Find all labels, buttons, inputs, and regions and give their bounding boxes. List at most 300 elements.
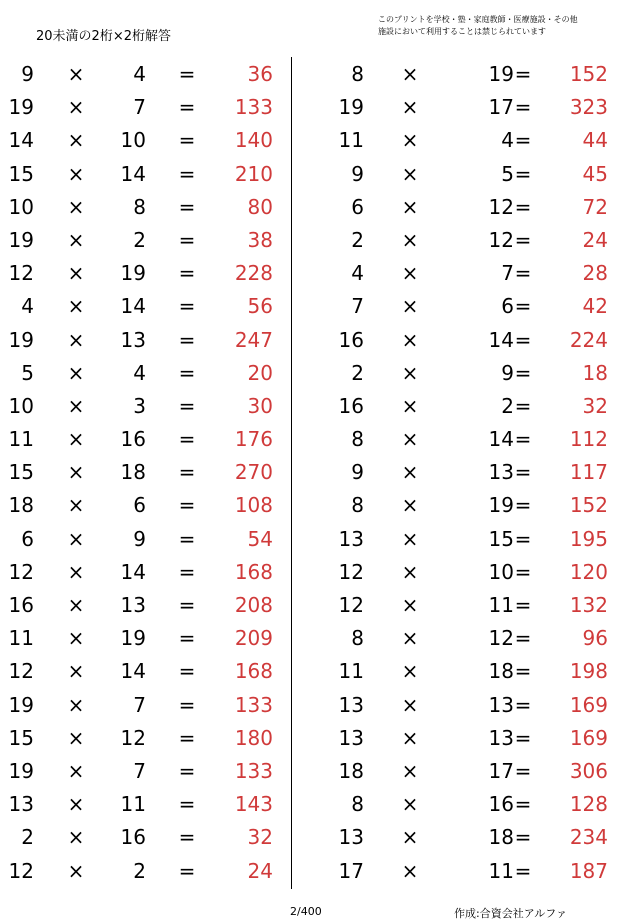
multiply-sign: × bbox=[401, 95, 419, 120]
answer: 108 bbox=[234, 493, 273, 518]
operand-b: 19 bbox=[120, 626, 146, 651]
problem-row bbox=[330, 223, 630, 256]
problem-row bbox=[0, 123, 300, 156]
problem-row bbox=[330, 621, 630, 654]
problem-row bbox=[0, 223, 300, 256]
operand-a: 11 bbox=[8, 626, 34, 651]
equals-sign: = bbox=[514, 427, 532, 452]
multiply-sign: × bbox=[67, 261, 85, 286]
operand-b: 18 bbox=[488, 659, 514, 684]
equals-sign: = bbox=[178, 227, 196, 252]
operand-a: 8 bbox=[351, 493, 364, 518]
answer: 169 bbox=[569, 692, 608, 717]
equals-sign: = bbox=[178, 261, 196, 286]
equals-sign: = bbox=[514, 128, 532, 153]
problem-row bbox=[0, 488, 300, 521]
operand-b: 14 bbox=[120, 161, 146, 186]
answer: 28 bbox=[582, 261, 608, 286]
operand-a: 18 bbox=[338, 758, 364, 783]
operand-b: 14 bbox=[488, 327, 514, 352]
operand-b: 6 bbox=[501, 294, 514, 319]
answer: 45 bbox=[582, 161, 608, 186]
equals-sign: = bbox=[178, 161, 196, 186]
operand-a: 6 bbox=[351, 194, 364, 219]
answer: 56 bbox=[247, 294, 273, 319]
problem-row bbox=[0, 688, 300, 721]
operand-b: 12 bbox=[488, 626, 514, 651]
operand-a: 12 bbox=[338, 559, 364, 584]
answer: 208 bbox=[234, 593, 273, 617]
equals-sign: = bbox=[178, 825, 196, 850]
problem-row bbox=[330, 488, 630, 521]
operand-a: 19 bbox=[8, 227, 34, 252]
problem-row bbox=[330, 820, 630, 853]
operand-b: 2 bbox=[133, 858, 146, 883]
problem-row bbox=[0, 854, 300, 887]
problem-row bbox=[0, 289, 300, 322]
operand-b: 18 bbox=[488, 825, 514, 850]
answer: 140 bbox=[234, 128, 273, 153]
operand-a: 8 bbox=[351, 792, 364, 817]
usage-notice-line-1: このプリントを学校・塾・家庭教師・医療施設・その他 bbox=[378, 15, 578, 24]
equals-sign: = bbox=[514, 261, 532, 286]
problem-row bbox=[0, 787, 300, 820]
answer: 128 bbox=[569, 792, 608, 817]
answer: 18 bbox=[582, 360, 608, 385]
operand-a: 12 bbox=[8, 659, 34, 684]
operand-a: 15 bbox=[8, 725, 34, 750]
operand-b: 18 bbox=[120, 460, 146, 485]
operand-a: 4 bbox=[21, 294, 34, 319]
multiply-sign: × bbox=[401, 758, 419, 783]
column-divider bbox=[291, 57, 292, 889]
operand-b: 7 bbox=[133, 95, 146, 120]
operand-a: 2 bbox=[21, 825, 34, 850]
equals-sign: = bbox=[514, 227, 532, 252]
answer: 80 bbox=[247, 194, 273, 219]
operand-b: 11 bbox=[488, 593, 514, 617]
operand-b: 13 bbox=[488, 725, 514, 750]
operand-b: 10 bbox=[488, 559, 514, 584]
multiply-sign: × bbox=[401, 659, 419, 684]
equals-sign: = bbox=[514, 360, 532, 385]
multiply-sign: × bbox=[67, 858, 85, 883]
equals-sign: = bbox=[178, 62, 196, 86]
operand-b: 16 bbox=[120, 427, 146, 452]
equals-sign: = bbox=[178, 194, 196, 219]
multiply-sign: × bbox=[67, 128, 85, 153]
right-problem-column bbox=[330, 57, 630, 887]
problem-row bbox=[0, 356, 300, 389]
multiply-sign: × bbox=[401, 427, 419, 452]
operand-b: 13 bbox=[120, 593, 146, 617]
equals-sign: = bbox=[514, 758, 532, 783]
equals-sign: = bbox=[178, 327, 196, 352]
answer: 133 bbox=[234, 758, 273, 783]
multiply-sign: × bbox=[401, 593, 419, 617]
operand-b: 7 bbox=[133, 758, 146, 783]
operand-a: 10 bbox=[8, 393, 34, 418]
left-problem-column bbox=[0, 57, 300, 887]
operand-a: 13 bbox=[338, 825, 364, 850]
operand-a: 16 bbox=[338, 393, 364, 418]
problem-row bbox=[330, 754, 630, 787]
equals-sign: = bbox=[514, 161, 532, 186]
equals-sign: = bbox=[514, 559, 532, 584]
equals-sign: = bbox=[514, 62, 532, 86]
answer: 54 bbox=[247, 526, 273, 551]
problem-row bbox=[330, 654, 630, 687]
operand-b: 12 bbox=[488, 194, 514, 219]
operand-b: 11 bbox=[120, 792, 146, 817]
multiply-sign: × bbox=[401, 261, 419, 286]
operand-b: 9 bbox=[133, 526, 146, 551]
operand-a: 8 bbox=[351, 626, 364, 651]
multiply-sign: × bbox=[401, 227, 419, 252]
operand-b: 16 bbox=[120, 825, 146, 850]
operand-b: 6 bbox=[133, 493, 146, 518]
problem-row bbox=[0, 654, 300, 687]
equals-sign: = bbox=[178, 692, 196, 717]
answer: 24 bbox=[247, 858, 273, 883]
problem-row bbox=[0, 389, 300, 422]
multiply-sign: × bbox=[67, 725, 85, 750]
problem-row bbox=[330, 721, 630, 754]
answer: 234 bbox=[569, 825, 608, 850]
answer: 224 bbox=[569, 327, 608, 352]
problem-row bbox=[0, 422, 300, 455]
multiply-sign: × bbox=[67, 294, 85, 319]
multiply-sign: × bbox=[67, 95, 85, 120]
operand-a: 17 bbox=[338, 858, 364, 883]
problem-row bbox=[330, 389, 630, 422]
problem-row bbox=[0, 323, 300, 356]
operand-a: 12 bbox=[8, 559, 34, 584]
operand-a: 19 bbox=[8, 692, 34, 717]
problem-row bbox=[330, 588, 630, 621]
author-credit: 作成:合資会社アルファ bbox=[454, 907, 568, 920]
operand-b: 11 bbox=[488, 858, 514, 883]
answer: 195 bbox=[569, 526, 608, 551]
problem-row bbox=[0, 588, 300, 621]
problem-row bbox=[0, 455, 300, 488]
equals-sign: = bbox=[514, 825, 532, 850]
operand-a: 15 bbox=[8, 161, 34, 186]
operand-a: 13 bbox=[338, 692, 364, 717]
operand-a: 2 bbox=[351, 227, 364, 252]
multiply-sign: × bbox=[401, 360, 419, 385]
equals-sign: = bbox=[178, 758, 196, 783]
operand-a: 19 bbox=[8, 95, 34, 120]
equals-sign: = bbox=[514, 659, 532, 684]
problem-row bbox=[330, 688, 630, 721]
answer: 198 bbox=[569, 659, 608, 684]
problem-row bbox=[0, 721, 300, 754]
operand-b: 4 bbox=[501, 128, 514, 153]
answer: 24 bbox=[582, 227, 608, 252]
answer: 32 bbox=[247, 825, 273, 850]
problem-row bbox=[0, 90, 300, 123]
multiply-sign: × bbox=[67, 327, 85, 352]
problem-row bbox=[0, 157, 300, 190]
multiply-sign: × bbox=[401, 161, 419, 186]
operand-b: 4 bbox=[133, 62, 146, 86]
operand-b: 13 bbox=[488, 692, 514, 717]
problem-row bbox=[330, 787, 630, 820]
problem-row bbox=[330, 854, 630, 887]
equals-sign: = bbox=[178, 460, 196, 485]
equals-sign: = bbox=[514, 493, 532, 518]
answer: 152 bbox=[569, 493, 608, 518]
page-number: 2/400 bbox=[290, 905, 322, 918]
answer: 72 bbox=[582, 194, 608, 219]
operand-a: 13 bbox=[338, 526, 364, 551]
problem-row bbox=[330, 555, 630, 588]
operand-b: 4 bbox=[133, 360, 146, 385]
equals-sign: = bbox=[178, 725, 196, 750]
equals-sign: = bbox=[178, 393, 196, 418]
problem-row bbox=[0, 190, 300, 223]
answer: 210 bbox=[234, 161, 273, 186]
answer: 42 bbox=[582, 294, 608, 319]
multiply-sign: × bbox=[67, 559, 85, 584]
operand-b: 14 bbox=[120, 659, 146, 684]
multiply-sign: × bbox=[401, 526, 419, 551]
equals-sign: = bbox=[178, 659, 196, 684]
multiply-sign: × bbox=[67, 758, 85, 783]
problem-row bbox=[330, 522, 630, 555]
operand-a: 9 bbox=[21, 62, 34, 86]
equals-sign: = bbox=[178, 626, 196, 651]
multiply-sign: × bbox=[401, 626, 419, 651]
operand-b: 12 bbox=[488, 227, 514, 252]
equals-sign: = bbox=[514, 194, 532, 219]
operand-a: 8 bbox=[351, 62, 364, 86]
operand-b: 10 bbox=[120, 128, 146, 153]
operand-a: 11 bbox=[338, 659, 364, 684]
equals-sign: = bbox=[514, 792, 532, 817]
answer: 306 bbox=[569, 758, 608, 783]
operand-a: 12 bbox=[8, 261, 34, 286]
operand-a: 13 bbox=[338, 725, 364, 750]
operand-a: 10 bbox=[8, 194, 34, 219]
equals-sign: = bbox=[178, 792, 196, 817]
operand-a: 13 bbox=[8, 792, 34, 817]
multiply-sign: × bbox=[67, 460, 85, 485]
operand-b: 19 bbox=[488, 62, 514, 86]
multiply-sign: × bbox=[67, 493, 85, 518]
multiply-sign: × bbox=[67, 626, 85, 651]
multiply-sign: × bbox=[401, 725, 419, 750]
multiply-sign: × bbox=[67, 825, 85, 850]
operand-a: 4 bbox=[351, 261, 364, 286]
multiply-sign: × bbox=[401, 393, 419, 418]
operand-b: 19 bbox=[120, 261, 146, 286]
operand-b: 7 bbox=[133, 692, 146, 717]
operand-b: 16 bbox=[488, 792, 514, 817]
operand-b: 12 bbox=[120, 725, 146, 750]
problem-row bbox=[330, 455, 630, 488]
problem-row bbox=[330, 123, 630, 156]
operand-a: 2 bbox=[351, 360, 364, 385]
answer: 247 bbox=[234, 327, 273, 352]
answer: 323 bbox=[569, 95, 608, 120]
answer: 152 bbox=[569, 62, 608, 86]
multiply-sign: × bbox=[401, 128, 419, 153]
operand-a: 19 bbox=[8, 758, 34, 783]
equals-sign: = bbox=[178, 526, 196, 551]
multiply-sign: × bbox=[401, 825, 419, 850]
equals-sign: = bbox=[514, 626, 532, 651]
problem-row bbox=[330, 422, 630, 455]
operand-a: 19 bbox=[8, 327, 34, 352]
operand-a: 9 bbox=[351, 460, 364, 485]
problem-row bbox=[0, 754, 300, 787]
answer: 38 bbox=[247, 227, 273, 252]
answer: 133 bbox=[234, 692, 273, 717]
problem-row bbox=[0, 820, 300, 853]
answer: 168 bbox=[234, 659, 273, 684]
operand-b: 15 bbox=[488, 526, 514, 551]
operand-a: 12 bbox=[8, 858, 34, 883]
problem-row bbox=[330, 57, 630, 90]
operand-a: 5 bbox=[21, 360, 34, 385]
equals-sign: = bbox=[178, 559, 196, 584]
operand-b: 8 bbox=[133, 194, 146, 219]
operand-a: 7 bbox=[351, 294, 364, 319]
operand-a: 11 bbox=[338, 128, 364, 153]
multiply-sign: × bbox=[67, 792, 85, 817]
operand-b: 7 bbox=[501, 261, 514, 286]
answer: 169 bbox=[569, 725, 608, 750]
operand-b: 2 bbox=[501, 393, 514, 418]
answer: 117 bbox=[569, 460, 608, 485]
multiply-sign: × bbox=[401, 559, 419, 584]
operand-a: 12 bbox=[338, 593, 364, 617]
equals-sign: = bbox=[178, 360, 196, 385]
operand-b: 14 bbox=[120, 559, 146, 584]
operand-b: 14 bbox=[120, 294, 146, 319]
problem-row bbox=[0, 621, 300, 654]
equals-sign: = bbox=[178, 858, 196, 883]
operand-a: 6 bbox=[21, 526, 34, 551]
operand-b: 19 bbox=[488, 493, 514, 518]
page-title: 20未満の2桁×2桁解答 bbox=[36, 29, 171, 44]
answer: 270 bbox=[234, 460, 273, 485]
multiply-sign: × bbox=[67, 692, 85, 717]
multiply-sign: × bbox=[401, 62, 419, 86]
operand-b: 13 bbox=[488, 460, 514, 485]
operand-b: 3 bbox=[133, 393, 146, 418]
problem-row bbox=[330, 356, 630, 389]
equals-sign: = bbox=[514, 725, 532, 750]
operand-a: 16 bbox=[8, 593, 34, 617]
multiply-sign: × bbox=[67, 427, 85, 452]
equals-sign: = bbox=[514, 327, 532, 352]
multiply-sign: × bbox=[401, 460, 419, 485]
operand-b: 17 bbox=[488, 758, 514, 783]
usage-notice bbox=[378, 14, 578, 38]
multiply-sign: × bbox=[401, 327, 419, 352]
equals-sign: = bbox=[178, 95, 196, 120]
operand-a: 15 bbox=[8, 460, 34, 485]
equals-sign: = bbox=[514, 526, 532, 551]
answer: 44 bbox=[582, 128, 608, 153]
operand-b: 9 bbox=[501, 360, 514, 385]
equals-sign: = bbox=[178, 427, 196, 452]
answer: 228 bbox=[234, 261, 273, 286]
problem-row bbox=[330, 190, 630, 223]
answer: 112 bbox=[569, 427, 608, 452]
answer: 96 bbox=[582, 626, 608, 651]
equals-sign: = bbox=[514, 858, 532, 883]
equals-sign: = bbox=[514, 95, 532, 120]
multiply-sign: × bbox=[401, 858, 419, 883]
multiply-sign: × bbox=[67, 526, 85, 551]
problem-row bbox=[330, 289, 630, 322]
operand-a: 14 bbox=[8, 128, 34, 153]
equals-sign: = bbox=[514, 460, 532, 485]
multiply-sign: × bbox=[401, 194, 419, 219]
usage-notice-line-2: 施設において利用することは禁じられています bbox=[378, 27, 546, 36]
multiply-sign: × bbox=[401, 493, 419, 518]
problem-row bbox=[0, 522, 300, 555]
multiply-sign: × bbox=[67, 227, 85, 252]
answer: 132 bbox=[569, 593, 608, 617]
operand-a: 18 bbox=[8, 493, 34, 518]
multiply-sign: × bbox=[67, 161, 85, 186]
problem-row bbox=[0, 57, 300, 90]
multiply-sign: × bbox=[67, 360, 85, 385]
multiply-sign: × bbox=[401, 294, 419, 319]
equals-sign: = bbox=[514, 393, 532, 418]
answer: 143 bbox=[234, 792, 273, 817]
multiply-sign: × bbox=[401, 692, 419, 717]
multiply-sign: × bbox=[67, 659, 85, 684]
multiply-sign: × bbox=[67, 393, 85, 418]
answer: 20 bbox=[247, 360, 273, 385]
problem-row bbox=[330, 323, 630, 356]
multiply-sign: × bbox=[401, 792, 419, 817]
operand-a: 11 bbox=[8, 427, 34, 452]
operand-b: 17 bbox=[488, 95, 514, 120]
operand-a: 16 bbox=[338, 327, 364, 352]
operand-b: 13 bbox=[120, 327, 146, 352]
problem-row bbox=[330, 157, 630, 190]
multiply-sign: × bbox=[67, 194, 85, 219]
operand-b: 5 bbox=[501, 161, 514, 186]
answer: 120 bbox=[569, 559, 608, 584]
equals-sign: = bbox=[514, 294, 532, 319]
equals-sign: = bbox=[178, 593, 196, 617]
multiply-sign: × bbox=[67, 593, 85, 617]
equals-sign: = bbox=[178, 128, 196, 153]
operand-b: 14 bbox=[488, 427, 514, 452]
answer: 187 bbox=[569, 858, 608, 883]
problem-row bbox=[0, 555, 300, 588]
answer: 168 bbox=[234, 559, 273, 584]
answer: 133 bbox=[234, 95, 273, 120]
operand-a: 9 bbox=[351, 161, 364, 186]
problem-row bbox=[330, 90, 630, 123]
answer: 32 bbox=[582, 393, 608, 418]
multiply-sign: × bbox=[67, 62, 85, 86]
answer: 180 bbox=[234, 725, 273, 750]
problem-row bbox=[330, 256, 630, 289]
operand-a: 19 bbox=[338, 95, 364, 120]
equals-sign: = bbox=[514, 593, 532, 617]
operand-a: 8 bbox=[351, 427, 364, 452]
